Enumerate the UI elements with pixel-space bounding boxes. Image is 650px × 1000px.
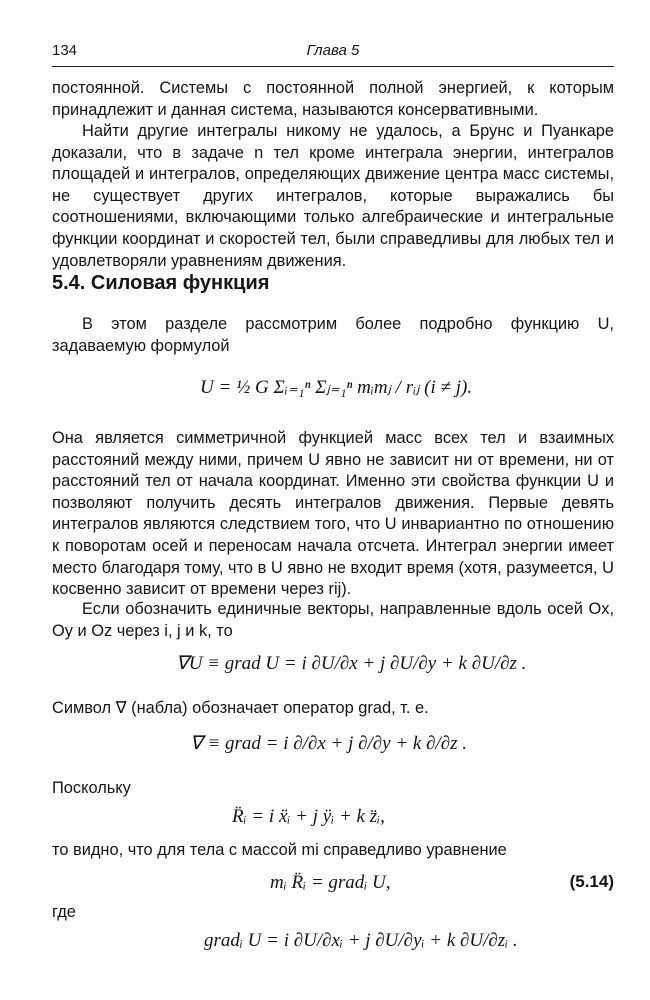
paragraph-8: то видно, что для тела с массой mi справедливо уравнение bbox=[52, 841, 507, 859]
paragraph-3: В этом разделе рассмотрим более подробно функцию U, задаваемую формулой bbox=[52, 315, 614, 355]
paragraph-4: Она является симметричной функцией масс всех тел и взаимных расстояний между ними, причем U явно не зависит ни от времени, ни от расстояний тел от начала координат. Именно эти свойства функции U и позволяют получить десять интегралов движения. Первые девять интегралов являются следствием того, что U инвариантно по отношению к поворотам осей и переносам начала отсчета. Интеграл энергии имеет место благодаря тому, что в U явно не входит время (хотя, разумеется, U косвенно зависит от времени через rij). bbox=[52, 429, 614, 599]
formula-nabla-operator: ∇ ≡ grad = i ∂/∂x + j ∂/∂y + k ∂/∂z . bbox=[190, 733, 468, 754]
paragraph-9: где bbox=[52, 903, 76, 921]
equation-number: (5.14) bbox=[569, 872, 614, 891]
formula-gradient-U: ∇U ≡ grad U = i ∂U/∂x + j ∂U/∂y + k ∂U/∂z . bbox=[176, 653, 527, 674]
section-title: 5.4. Силовая функция bbox=[52, 272, 270, 294]
page-number: 134 bbox=[52, 42, 78, 59]
header-rule bbox=[52, 66, 614, 67]
formula-equation-of-motion: mᵢ R̈ᵢ = gradᵢ U, bbox=[270, 872, 391, 893]
paragraph-2: Найти другие интегралы никому не удалось, а Брунс и Пуанкаре доказали, что в задаче n тел кроме интеграла энергии, интегралов площадей и интегралов, определяющих движение центра масс системы, не существует других интегралов, которые выражались бы соотношениями, включающими только алгебраические и интегральные функции координат и скоростей тел, были справедливы для любых тел и удовлетворяли уравнениям движения. bbox=[52, 122, 614, 270]
paragraph-7: Поскольку bbox=[52, 779, 131, 797]
chapter-title: Глава 5 bbox=[306, 42, 360, 59]
formula-force-function: U = ½ G Σᵢ₌₁ⁿ Σⱼ₌₁ⁿ mᵢmⱼ / rᵢⱼ (i ≠ j). bbox=[200, 377, 473, 398]
page-header bbox=[52, 38, 614, 62]
paragraph-1: постоянной. Системы с постоянной полной энергией, к которым принадлежит и данная система, называются консервативными. bbox=[52, 79, 614, 119]
formula-gradient-i: gradᵢ U = i ∂U/∂xᵢ + j ∂U/∂yᵢ + k ∂U/∂zᵢ . bbox=[204, 930, 518, 951]
formula-acceleration: R̈ᵢ = i ẍᵢ + j ÿᵢ + k z̈ᵢ, bbox=[232, 806, 385, 827]
paragraph-6: Символ ∇ (набла) обозначает оператор grad, т. е. bbox=[52, 699, 429, 717]
paragraph-5: Если обозначить единичные векторы, направленные вдоль осей Ox, Oy и Oz через i, j и k, то bbox=[52, 600, 614, 640]
